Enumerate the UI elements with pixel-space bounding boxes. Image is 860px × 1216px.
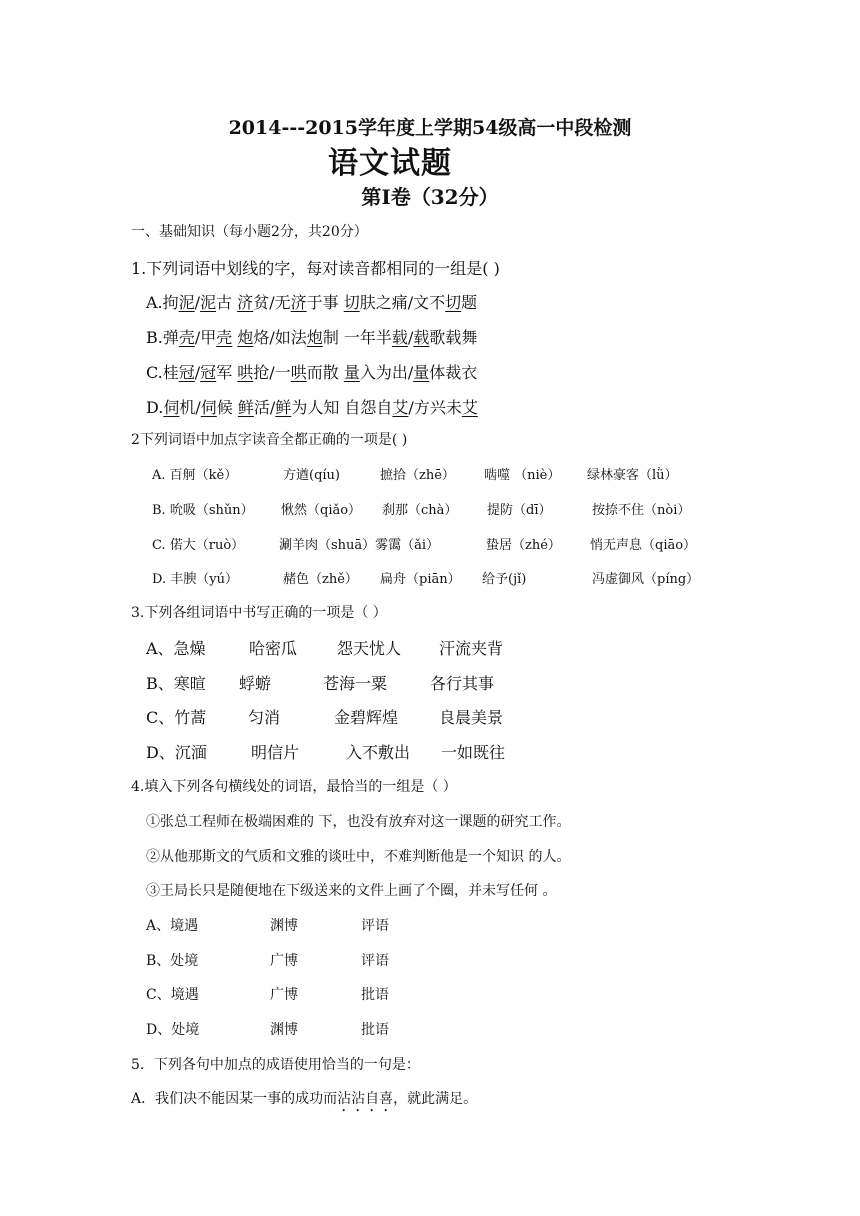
q2-option-d-item-1: D. 丰腴（yú）	[152, 572, 238, 587]
option-text: 军	[216, 363, 238, 382]
underlined-char: 壳	[178, 328, 195, 347]
q3-option-d-item-4: 一如既往	[441, 743, 506, 762]
q4-option-c-item-1: C、境遇	[146, 987, 199, 1003]
underlined-char: 艾	[392, 398, 409, 417]
q1-option-d	[146, 395, 478, 418]
q1-option-c	[146, 360, 477, 383]
underlined-char: 济	[290, 293, 307, 312]
q2-option-c-item-4: 蛰居（zhé）	[486, 538, 561, 553]
exam-title: 2014---2015学年度上学期54级高一中段检测	[228, 117, 632, 139]
q3-option-a-item-4: 汗流夹背	[439, 639, 504, 658]
option-text: 体裁衣	[429, 363, 478, 382]
underlined-char: 泥	[178, 293, 195, 312]
underlined-char: 伺	[200, 398, 217, 417]
q4-option-d-item-3: 批语	[361, 1022, 389, 1038]
underlined-char: 载	[413, 328, 430, 347]
option-text: 候	[216, 398, 238, 417]
q3-option-a-item-3: 怨天忧人	[337, 639, 402, 658]
option-text: D.	[146, 398, 164, 417]
q2-option-b-item-1: B. 吮吸（shǔn）	[152, 503, 254, 518]
q2-option-d-item-3: 扁舟（piān）	[380, 572, 461, 587]
option-text: 制 一年半	[322, 328, 392, 347]
option-text: 烙/如法	[253, 328, 307, 347]
option-text: 入为出/	[359, 363, 414, 382]
underlined-char: 哄	[237, 363, 254, 382]
q3-option-b-item-2: 蜉蝣	[239, 674, 272, 693]
q4-stem: 4.填入下列各句横线处的词语，最恰当的一组是（ ）	[131, 779, 457, 795]
q4-option-a-item-3: 评语	[361, 918, 389, 934]
q2-option-b-item-3: 刹那（chà）	[382, 503, 458, 518]
option-text: 而散	[306, 363, 344, 382]
option-text: 于事	[306, 293, 344, 312]
option-text: C.桂	[146, 363, 179, 382]
q4-option-a-item-2: 渊博	[270, 918, 298, 934]
q2-option-a-item-4: 啮噬 （niè）	[484, 468, 561, 483]
q4-sentence-2: ②从他那斯文的气质和文雅的谈吐中，不难判断他是一个知识 的人。	[146, 849, 571, 865]
option-text: 歌载舞	[429, 328, 478, 347]
option-text: B.弹	[146, 328, 179, 347]
underlined-char: 炮	[237, 328, 254, 347]
option-text: /	[194, 363, 201, 382]
option-text: 肤之痛/文不	[359, 293, 446, 312]
q2-option-a-item-2: 方遒(qíu)	[283, 468, 340, 483]
q1-option-a	[146, 290, 477, 313]
underlined-char: 量	[343, 363, 360, 382]
option-text: 抢/一	[253, 363, 291, 382]
q2-option-b-item-5: 按捺不住（nòi）	[592, 503, 691, 518]
q3-option-c-item-1: C、竹蒿	[146, 708, 207, 727]
q2-option-d-item-5: 冯虚御风（píng）	[592, 572, 700, 587]
q2-option-c-item-1: C. 偌大（ruò）	[152, 538, 245, 553]
underlined-char: 伺	[163, 398, 180, 417]
underlined-char: 载	[391, 328, 408, 347]
q5-option-a-text: A．我们决不能因某一事的成功而	[131, 1091, 338, 1107]
q3-option-d-item-2: 明信片	[251, 743, 300, 762]
option-text: 贫/无	[253, 293, 291, 312]
underlined-char: 切	[445, 293, 462, 312]
q3-option-b-item-4: 各行其事	[430, 674, 495, 693]
underlined-char: 济	[237, 293, 254, 312]
underlined-char: 壳	[216, 328, 233, 347]
underlined-char: 切	[343, 293, 360, 312]
q4-option-b-item-1: B、处境	[146, 953, 199, 969]
q2-stem: 2下列词语中加点字读音全都正确的一项是( )	[131, 432, 408, 448]
q4-option-d-item-1: D、处境	[146, 1022, 200, 1038]
q2-option-a-item-3: 摭拾（zhē）	[380, 468, 455, 483]
underlined-char: 冠	[200, 363, 217, 382]
option-text: 为人知 自怨自	[291, 398, 393, 417]
underlined-char: 鲜	[275, 398, 292, 417]
q5-option-a	[131, 1088, 477, 1115]
q4-option-b-item-2: 广博	[270, 953, 298, 969]
q4-option-d-item-2: 渊博	[270, 1022, 298, 1038]
q3-stem: 3.下列各组词语中书写正确的一项是（ ）	[131, 605, 387, 621]
volume-title: 第Ⅰ卷（32分）	[361, 185, 499, 209]
option-text: /方兴未	[408, 398, 462, 417]
q3-option-d-item-1: D、沉湎	[146, 743, 207, 762]
q3-option-c-item-2: 匀消	[248, 708, 281, 727]
q2-option-d-item-4: 给予(jǐ)	[482, 572, 527, 587]
q3-option-a-item-2: 哈密瓜	[249, 639, 298, 658]
q4-option-c-item-3: 批语	[361, 987, 389, 1003]
q4-sentence-3: ③王局长只是随便地在下级送来的文件上画了个圈，并未写任何 。	[146, 883, 557, 899]
option-text: /	[407, 328, 414, 347]
underlined-char: 鲜	[237, 398, 254, 417]
option-text: A.拘	[146, 293, 179, 312]
underlined-char: 冠	[178, 363, 195, 382]
q2-option-a-item-5: 绿林豪客（lǜ）	[587, 468, 678, 483]
section-heading: 一、基础知识（每小题2分，共20分）	[131, 224, 368, 240]
q4-sentence-1: ①张总工程师在极端困难的 下，也没有放弃对这一课题的研究工作。	[146, 814, 571, 830]
q3-option-d-item-3: 入不敷出	[346, 743, 411, 762]
subject-title: 语文试题	[328, 146, 452, 181]
q3-option-b-item-1: B、寒暄	[146, 674, 206, 693]
underlined-char: 泥	[200, 293, 217, 312]
q2-option-b-item-4: 提防（dī）	[487, 503, 552, 518]
q3-option-c-item-4: 良晨美景	[439, 708, 504, 727]
q3-option-c-item-3: 金碧辉煌	[334, 708, 399, 727]
q2-option-a-item-1: A. 百舸（kě）	[152, 468, 238, 483]
q2-option-b-item-2: 愀然（qiǎo）	[281, 503, 362, 518]
option-text: 机/	[179, 398, 201, 417]
option-text: /甲	[194, 328, 217, 347]
underlined-char: 哄	[290, 363, 307, 382]
q5-dotted-idiom: 沾沾自喜	[337, 1091, 394, 1107]
q3-option-b-item-3: 苍海一粟	[323, 674, 388, 693]
underlined-char: 艾	[461, 398, 478, 417]
q4-option-a-item-1: A、境遇	[146, 918, 199, 934]
option-text: 活/	[253, 398, 276, 417]
q4-option-b-item-3: 评语	[361, 953, 389, 969]
q5-stem: 5．下列各句中加点的成语使用恰当的一句是：	[131, 1057, 420, 1073]
option-text: 古	[216, 293, 238, 312]
option-text: 题	[461, 293, 478, 312]
q2-option-c-item-5: 悄无声息（qiāo）	[590, 538, 697, 553]
option-text: /	[194, 293, 201, 312]
q1-stem: 1.下列词语中划线的字，每对读音都相同的一组是( )	[131, 259, 500, 278]
underlined-char: 炮	[306, 328, 323, 347]
q5-option-a-tail: ，就此满足。	[393, 1091, 478, 1107]
q1-option-b	[146, 325, 477, 348]
q2-option-c-item-2: 涮羊肉（shuā）雾霭（ǎi）	[279, 538, 440, 553]
q4-option-c-item-2: 广博	[270, 987, 298, 1003]
q2-option-d-item-2: 赭色（zhě）	[283, 572, 358, 587]
q3-option-a-item-1: A、急燥	[146, 639, 206, 658]
underlined-char: 量	[413, 363, 430, 382]
